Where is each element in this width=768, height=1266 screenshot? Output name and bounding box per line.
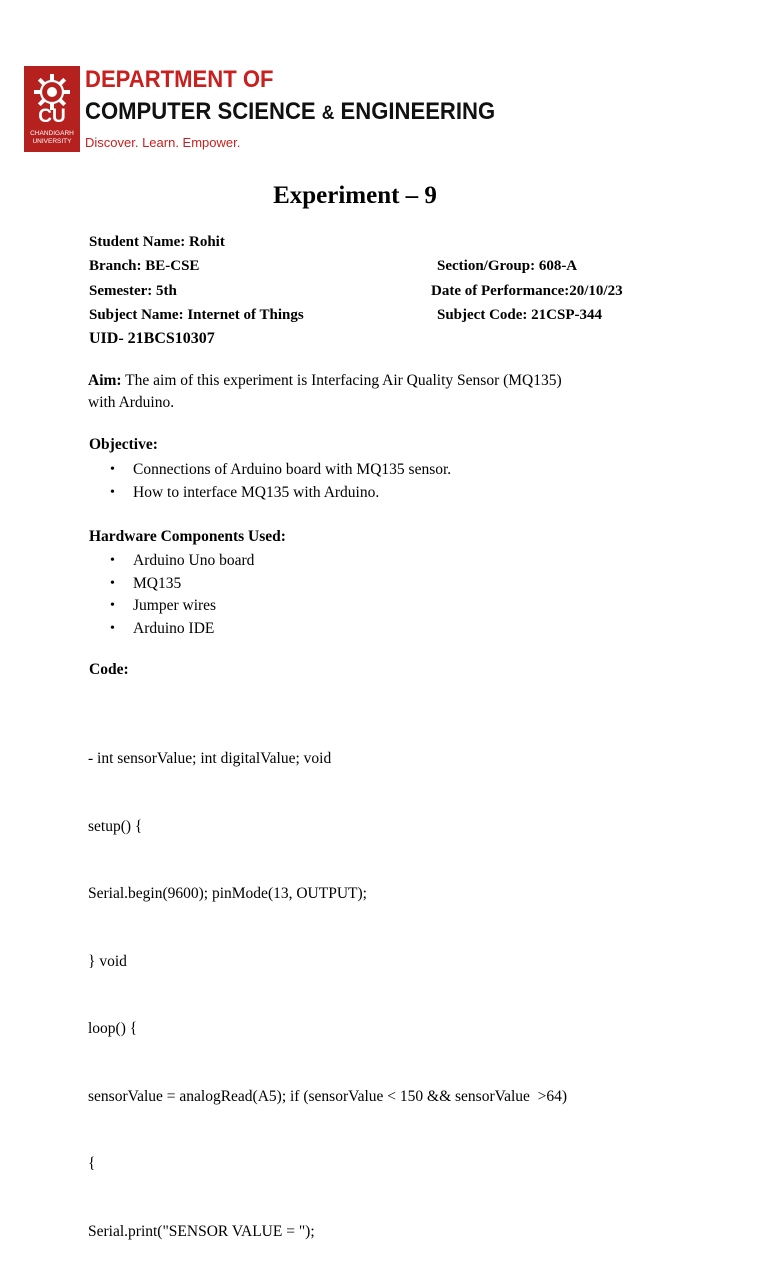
university-logo bbox=[24, 66, 80, 152]
code-line: Serial.begin(9600); pinMode(13, OUTPUT); bbox=[88, 885, 367, 902]
hardware-heading: Hardware Components Used: bbox=[89, 528, 286, 545]
list-item: • MQ135 bbox=[89, 573, 254, 596]
code-line: } void bbox=[88, 952, 127, 970]
semester: Semester: 5th bbox=[89, 283, 177, 299]
list-item: • Jumper wires bbox=[89, 595, 254, 618]
code-line: Serial.print("SENSOR VALUE = "); bbox=[88, 1222, 315, 1240]
subject-name: Subject Name: Internet of Things bbox=[89, 307, 304, 323]
uid: UID- 21BCS10307 bbox=[89, 330, 215, 347]
department-header bbox=[24, 66, 504, 154]
list-item: • How to interface MQ135 with Arduino. bbox=[89, 482, 451, 505]
aim-text-line2: with Arduino. bbox=[88, 394, 175, 411]
aim-line1 bbox=[88, 370, 562, 392]
aim-text-line1: The aim of this experiment is Interfacing Air Quality Sensor (MQ135) bbox=[121, 372, 562, 389]
logo-abbreviation: CU bbox=[38, 106, 66, 127]
section-group: Section/Group: 608-A bbox=[437, 258, 578, 274]
department-title-line1: DEPARTMENT OF bbox=[85, 66, 274, 93]
dept-line2-ampersand: & bbox=[321, 103, 335, 124]
dept-line2-part-b: ENGINEERING bbox=[334, 98, 496, 125]
code-line: { bbox=[88, 1155, 96, 1172]
logo-university-name bbox=[24, 130, 80, 145]
tagline: Discover. Learn. Empower. bbox=[85, 135, 241, 150]
code-line: sensorValue = analogRead(A5); if (sensorValue < 150 && sensorValue >64) bbox=[88, 1087, 568, 1105]
date-of-performance: Date of Performance:20/10/23 bbox=[431, 283, 623, 299]
department-title-line2 bbox=[85, 98, 495, 126]
code-line: loop() { bbox=[88, 1020, 138, 1037]
branch: Branch: BE-CSE bbox=[89, 258, 200, 274]
code-block bbox=[88, 703, 567, 1266]
list-item: • Arduino IDE bbox=[89, 618, 254, 641]
code-line: - int sensorValue; int digitalValue; void bbox=[88, 750, 332, 767]
aim-label: Aim: bbox=[88, 372, 122, 389]
logo-name-line1: CHANDIGARH bbox=[30, 130, 74, 137]
aim-paragraph bbox=[88, 370, 562, 414]
code-line: setup() { bbox=[88, 817, 143, 835]
student-name: Student Name: Rohit bbox=[89, 234, 225, 250]
dept-line2-part-a: COMPUTER SCIENCE bbox=[85, 98, 322, 125]
logo-name-line2: UNIVERSITY bbox=[32, 137, 72, 145]
subject-code: Subject Code: 21CSP-344 bbox=[437, 307, 602, 323]
code-heading: Code: bbox=[89, 661, 129, 678]
objective-heading: Objective: bbox=[89, 436, 158, 453]
list-item: • Connections of Arduino board with MQ135 sensor. bbox=[89, 459, 451, 482]
list-item: • Arduino Uno board bbox=[89, 550, 254, 573]
objective-list bbox=[89, 459, 451, 504]
hardware-list bbox=[89, 550, 254, 640]
page-title: Experiment – 9 bbox=[273, 182, 437, 209]
